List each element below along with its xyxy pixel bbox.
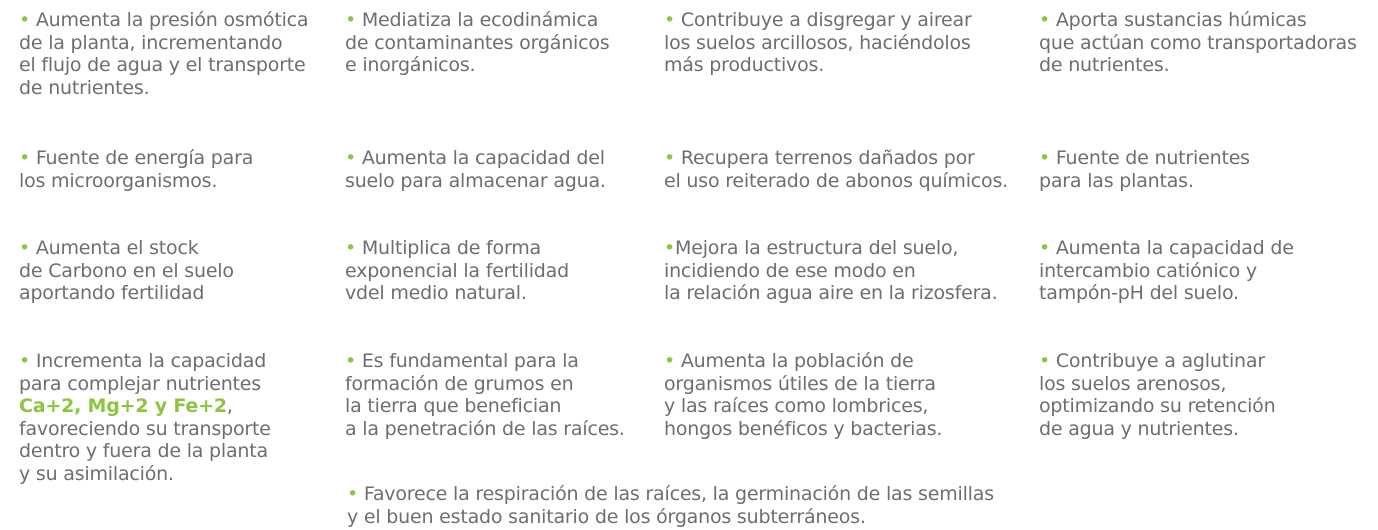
bullet-icon: •: [1039, 237, 1051, 259]
benefit-item: • Aumenta el stock de Carbono en el suelo aportando fertilidad: [19, 237, 234, 305]
benefit-item: • Incrementa la capacidad para complejar nutrientes Ca+2, Mg+2 y Fe+2, favoreciendo su transporte dentro y fuera de la planta y su asimilación.: [19, 350, 271, 485]
bullet-icon: •: [19, 350, 31, 372]
bullet-icon: •: [664, 237, 676, 259]
benefit-item: • Aumenta la población de organismos útiles de la tierra y las raíces como lombrices, hongos benéficos y bacterias.: [664, 350, 943, 440]
highlighted-nutrients: Ca+2, Mg+2 y Fe+2: [19, 395, 227, 418]
benefit-item: • Fuente de energía para los microorganismos.: [19, 147, 254, 192]
benefit-item: • Mediatiza la ecodinámica de contaminantes orgánicos e inorgánicos.: [345, 9, 610, 77]
bullet-icon: •: [1039, 147, 1051, 169]
benefit-item: • Aporta sustancias húmicas que actúan como transportadoras de nutrientes.: [1039, 9, 1357, 77]
benefit-item: • Es fundamental para la formación de grumos en la tierra que benefician a la penetración de las raíces.: [345, 350, 625, 440]
benefit-item: • Aumenta la capacidad del suelo para almacenar agua.: [345, 147, 606, 192]
benefit-item: • Favorece la respiración de las raíces, la germinación de las semillas y el buen estado sanitario de los órganos subterráneos.: [347, 483, 994, 528]
bullet-icon: •: [347, 483, 359, 505]
bullet-icon: •: [345, 9, 357, 31]
bullet-icon: •: [1039, 350, 1051, 372]
bullet-icon: •: [664, 147, 676, 169]
bullet-icon: •: [664, 350, 676, 372]
benefit-item: •Mejora la estructura del suelo, incidiendo de ese modo en la relación agua aire en la rizosfera.: [664, 237, 998, 305]
bullet-icon: •: [345, 147, 357, 169]
benefit-item: • Recupera terrenos dañados por el uso reiterado de abonos químicos.: [664, 147, 1008, 192]
bullet-icon: •: [345, 237, 357, 259]
bullet-icon: •: [19, 147, 31, 169]
benefit-item: • Aumenta la presión osmótica de la planta, incrementando el flujo de agua y el transporte de nutrientes.: [19, 9, 309, 99]
bullet-icon: •: [1039, 9, 1051, 31]
benefit-item: • Contribuye a disgregar y airear los suelos arcillosos, haciéndolos más productivos.: [664, 9, 972, 77]
benefit-item: • Multiplica de forma exponencial la fertilidad vdel medio natural.: [345, 237, 569, 305]
bullet-icon: •: [19, 237, 31, 259]
bullet-icon: •: [664, 9, 676, 31]
bullet-icon: •: [19, 9, 31, 31]
benefit-item: • Aumenta la capacidad de intercambio catiónico y tampón-pH del suelo.: [1039, 237, 1294, 305]
bullet-icon: •: [345, 350, 357, 372]
benefit-item: • Fuente de nutrientes para las plantas.: [1039, 147, 1250, 192]
benefit-item: • Contribuye a aglutinar los suelos arenosos, optimizando su retención de agua y nutrientes.: [1039, 350, 1276, 440]
